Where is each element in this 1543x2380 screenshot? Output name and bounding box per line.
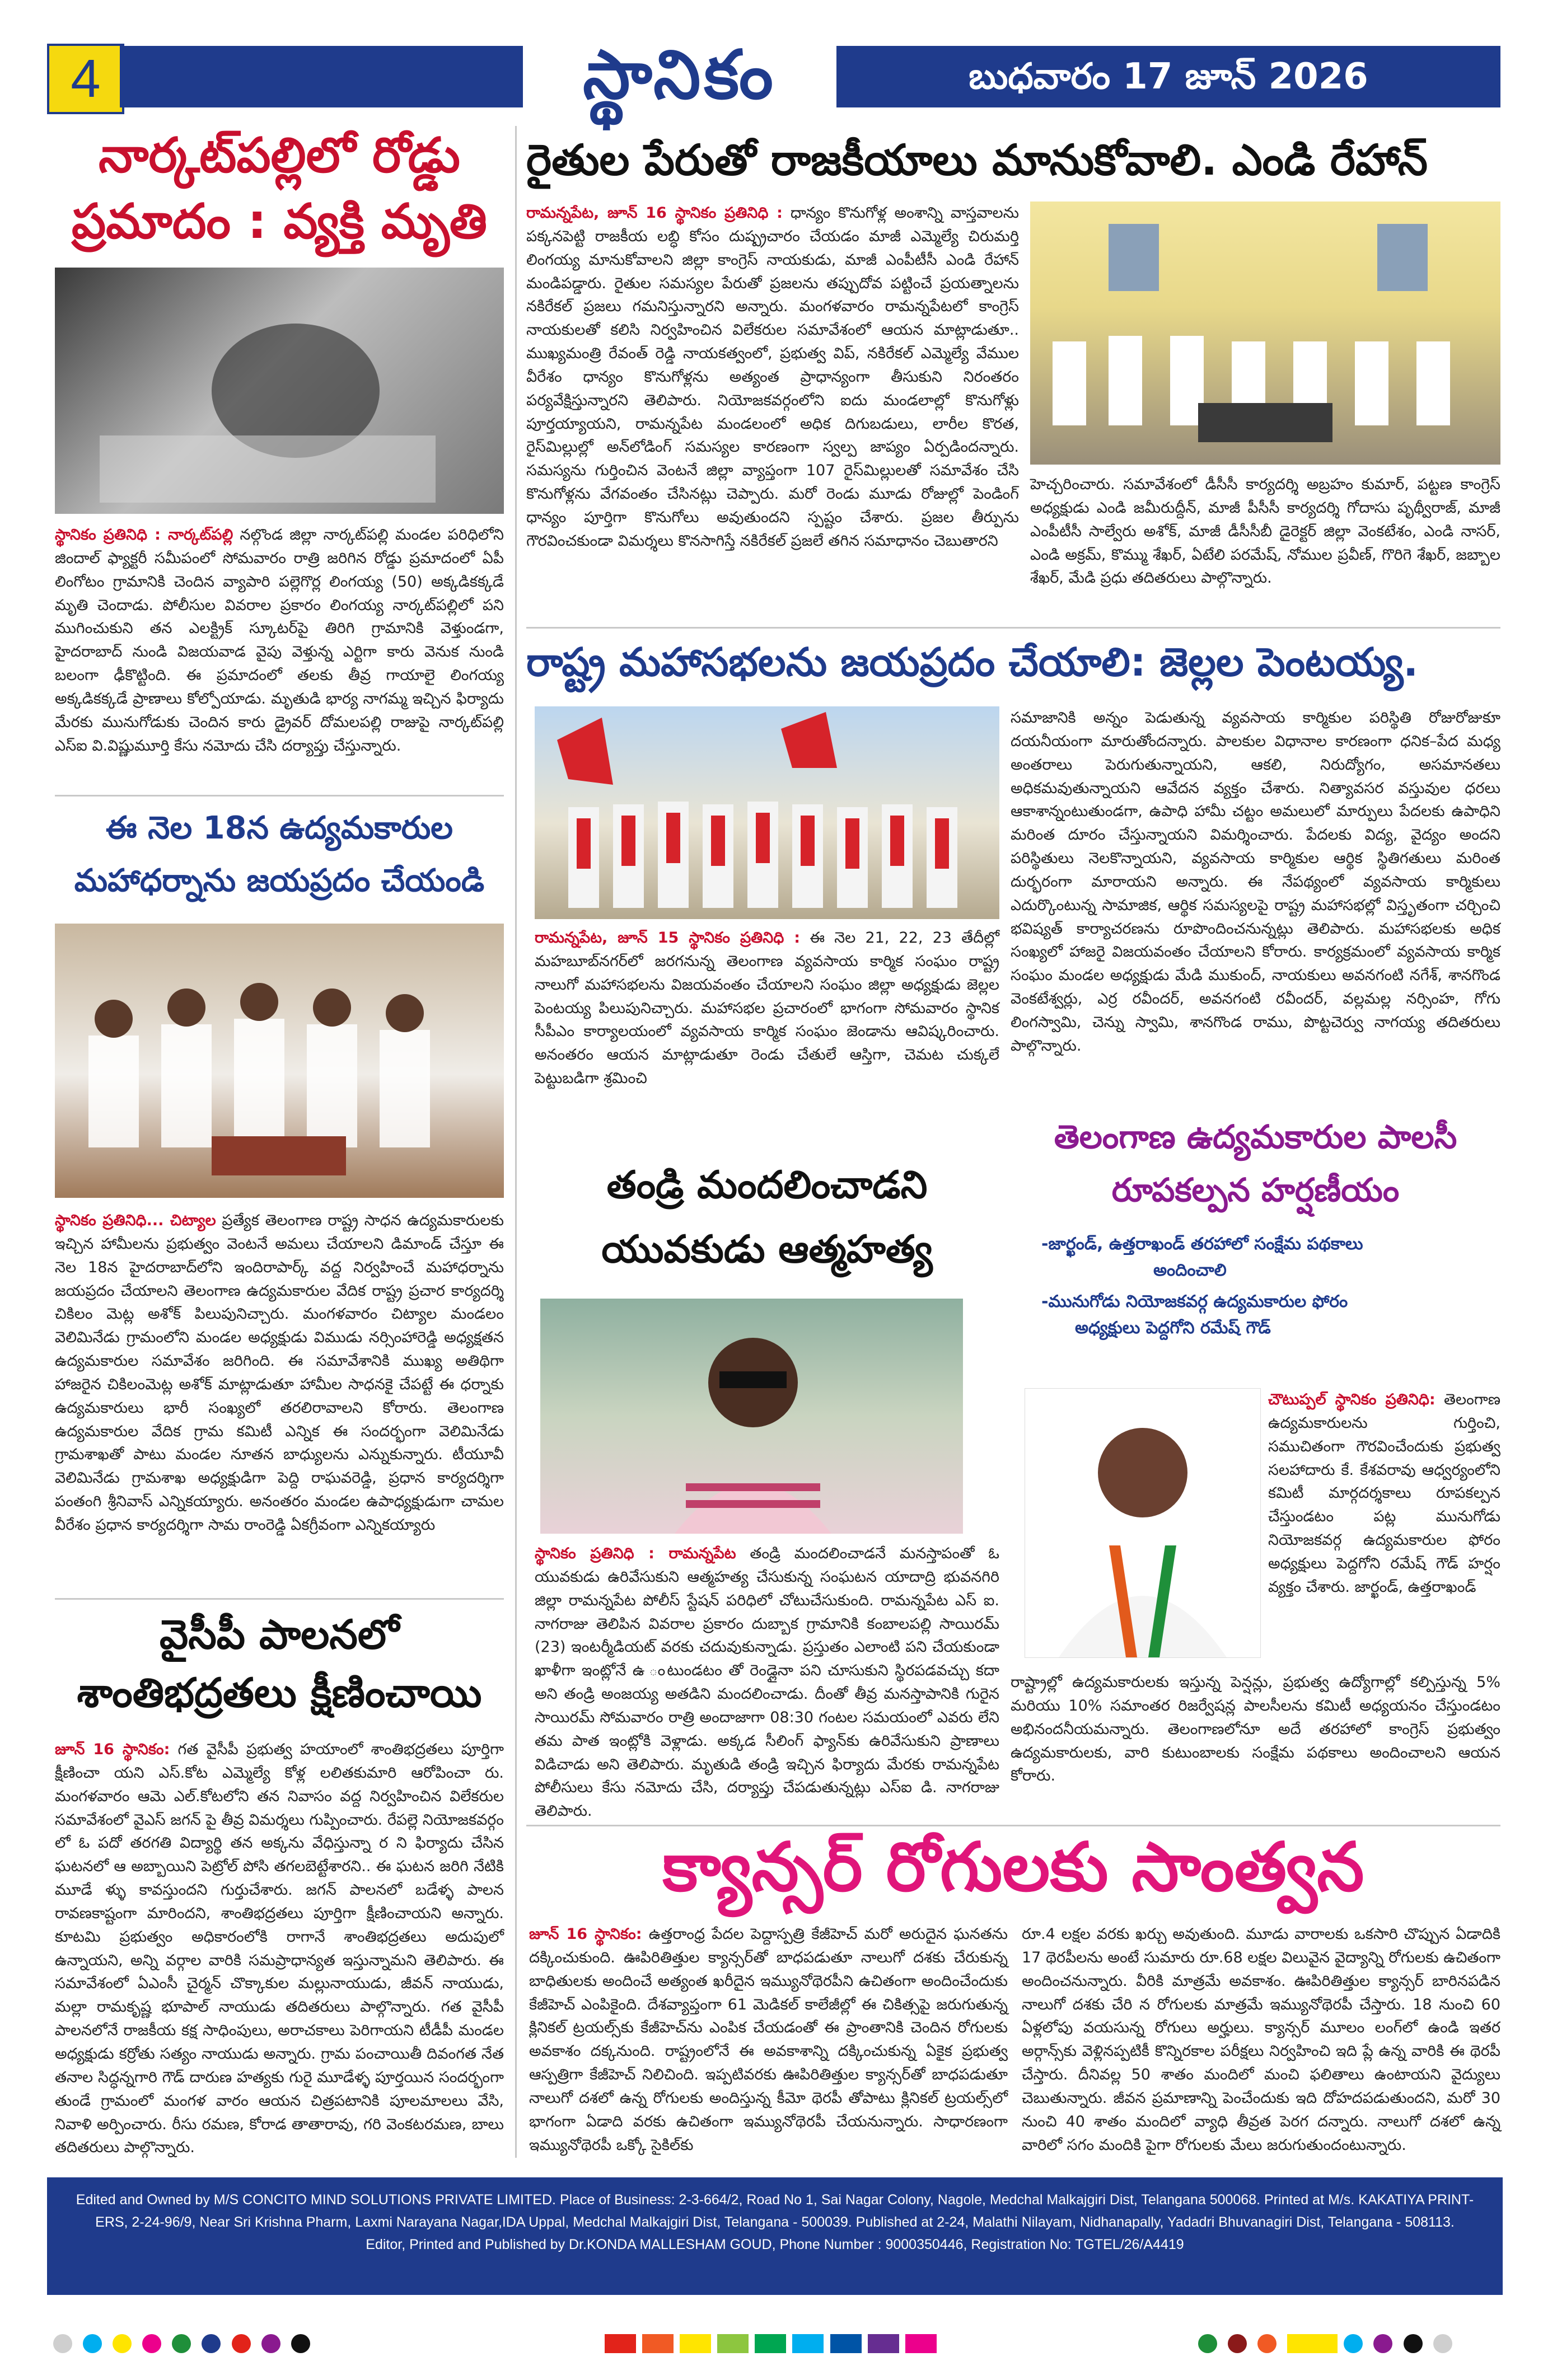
article5-headline: రాష్ట్ర మహాసభలను జయప్రదం చేయాలి: జెల్లల పెంటయ్య. [526,639,1419,685]
article3-body [55,1738,504,2159]
article6-headline-line1: తండ్రి మందలించాడని [606,1163,928,1207]
registration-dot [113,2334,132,2353]
article8-body-col1 [529,1923,1008,2157]
masthead-date: బుధవారం 17 జూన్ 2026 [836,46,1500,107]
registration-bar [680,2334,711,2353]
article4-body-col2: హెచ్చరించారు. సమావేశంలో డీసీసీ కార్యదర్శి అబ్రహం కుమార్, పట్టణ కాంగ్రెస్ అధ్యక్షుడు ఎండి జమీరుద్దీన్, మాజీ పీసీసీ కార్యదర్శి గోదాసు పృథ్వీరాజ్, మాజీ ఎంపీటీసీ సాల్వేరు అశోక్, మాజీ డీసీసీబీ డైరెక్టర్ జిల్లా వెంకటేశం, ఎండి నాసర్, ఎండి అక్రమ్, కొమ్ము శేఖర్, ఏటేలి పరమేష్, నోముల ప్రవీణ్, గొరిగె శేఖర్, జబ్బాల శేఖర్, మేడి ప్రధు తదితరులు పాల్గొన్నారు. [1030,476,1500,587]
article2-body [55,1209,504,1537]
column-divider [515,126,517,2158]
registration-bar [605,2334,636,2353]
article1-headline-line2: ప్రమాదం : వ్యక్తి మృతి [71,193,488,250]
article2-headline-line2: మహాధర్నాను జయప్రదం చేయండి [74,863,485,899]
imprint-line3: Editor, Printed and Published by Dr.KONDA MALLESHAM GOUD, Phone Number : 9000350446, Registration No: TGTEL/26/A4419 [366,2237,1184,2252]
registration-marks-left [53,2334,318,2356]
article6-body [535,1542,999,1823]
registration-dot [202,2334,221,2353]
registration-dot [1198,2334,1217,2353]
article5-body-col1 [535,926,999,1090]
article8-byline: జూన్ 16 స్థానికం: [529,1925,642,1943]
article6-byline: స్థానికం ప్రతినిధి : రామన్నపేట [535,1545,736,1562]
registration-dot [1433,2334,1452,2353]
registration-dot [142,2334,161,2353]
imprint-line1: Edited and Owned by M/S CONCITO MIND SOLUTIONS PRIVATE LIMITED. Place of Business: 2-3-664/2, Road No 1, Sai Nagar Colony, Nagole, Medchal Malkajgiri Dist, Telangana 500068. Printed at M/s. KAKATIYA PRINT- [76,2192,1474,2208]
registration-dot [53,2334,72,2353]
article1-text: నల్గొండ జిల్లా నార్కట్‌పల్లి మండల పరిధిలోని జిందాల్ ఫ్యాక్టరీ సమీపంలో సోమవారం రాత్రి జరిగిన రోడ్డు ప్రమాదంలో ఏపీ లింగోటం గ్రామానికి చెందిన వ్యాపారి పల్లెగొర్ల లింగయ్య (50) అక్కడికక్కడే మృతి చెందాడు. పోలీసుల వివరాల ప్రకారం లింగయ్య నార్కట్‌పల్లిలో పని ముగించుకుని తన ఎలక్ట్రిక్ స్కూటర్‌పై తిరిగి గ్రామానికి వెళ్తుండగా, హైదరాబాద్ నుండి విజయవాడ వైపు వెళ్తున్న ఎర్టిగా కారు వెనుక నుండి బలంగా ఢీకొట్టింది. ఈ ప్రమాదంలో తలకు తీవ్ర గాయాలై లింగయ్య అక్కడికక్కడే ప్రాణాలు కోల్పోయాడు. మృతుడి భార్య నాగమ్మ ఇచ్చిన ఫిర్యాదు మేరకు మునుగోడుకు చెందిన కారు డ్రైవర్ దోమలపల్లి రాజుపై నార్కట్‌పల్లి ఎస్ఐ వి.విష్ణుమూర్తి కేసు నమోదు చేసి దర్యాప్తు చేస్తున్నారు. [55,526,504,755]
article1-headline-line1: నార్కట్‌పల్లిలో రోడ్డు [99,128,460,184]
registration-dot [1257,2334,1277,2353]
registration-dot [232,2334,251,2353]
article1-byline: స్థానికం ప్రతినిధి : నార్కట్‌పల్లి [55,526,233,544]
registration-dot [261,2334,280,2353]
divider [526,627,1500,629]
registration-bar [717,2334,749,2353]
registration-dot [1404,2334,1423,2353]
imprint-footer [47,2177,1503,2295]
registration-dot [1373,2334,1392,2353]
article7-byline: చౌటుప్పల్ స్థానికం ప్రతినిధి: [1268,1391,1436,1408]
imprint-line2: ERS, 2-24-96/9, Near Sri Krishna Pharm, Laxmi Narayana Nagar,IDA Uppal, Medchal Malkajgiri Dist, Telangana - 500039. Published at 2-24, Malathi Nilayam, Nidhanapally, Yadadri Bhuvanagiri Dist, Telangana - 508113. [95,2214,1455,2230]
registration-dot [172,2334,191,2353]
article3-byline: జూన్ 16 స్థానికం: [55,1741,170,1758]
registration-bars-center [605,2334,940,2356]
accident-victim-photo-icon [55,268,504,514]
article7-photo [1025,1388,1261,1658]
article7-sub2-line2: అధ్యక్షులు పెద్దగోని రమేష్ గౌడ్ [1075,1318,1271,1338]
article4-byline: రామన్నపేట, జూన్ 16 స్థానికం ప్రతినిధి : [526,204,783,222]
article2-text: ప్రత్యేక తెలంగాణ రాష్ట్ర సాధన ఉద్యమకారులకు ఇచ్చిన హామీలను ప్రభుత్వం వెంటనే అమలు చేయాలని డిమాండ్ చేస్తూ ఈ నెల 18న హైదరాబాద్‌లోని ఇందిరాపార్క్ వద్ద నిర్వహించే మహాధర్నాను జయప్రదం చేయాలని తెలంగాణ ఉద్యమకారుల వేదిక రాష్ట్ర ప్రచార కార్యదర్శి చికిలం మెట్ల అశోక్ పిలుపునిచ్చారు. మంగళవారం చిట్యాల మండలం వెలిమినేడు గ్రామంలోని మండల అధ్యక్షుడు విముడు నర్సింహారెడ్డి అధ్యక్షతన ఉద్యమకారుల సమావేశం జరిగింది. ఈ సమావేశానికి ముఖ్య అతిథిగా హాజరైన చికిలంమెట్ల అశోక్ మాట్లాడుతూ హామీల సాధనకై చేపట్టే ఈ ధర్నాకు ఉద్యమకారులు భారీ సంఖ్యలో తరలిరావాలని కోరారు. తెలంగాణ ఉద్యమకారుల వేదిక గ్రామ కమిటీ ఎన్నిక ఈ సందర్భంగా వెలిమినేడు గ్రామశాఖతో పాటు మండల నూతన బాధ్యులను ఎన్నుకున్నారు. టీయూవీ వెలిమినేడు గ్రామశాఖ అధ్యక్షుడిగా పెద్ది రాఘవరెడ్డి, ప్రధాన కార్యదర్శిగా పంతంగి శ్రీనివాస్ ఎన్నికయ్యారు. అనంతరం మండల ఉపాధ్యక్షుడుగా చామల వీరేశం ప్రధాన కార్యదర్శిగా సామ రాంరెడ్డి ఏకగ్రీవంగా ఎన్నికయ్యారు [55,1212,504,1534]
article4-body-col1 [526,202,1019,553]
article8-headline: క్యాన్సర్ రోగులకు సాంత్వన [662,1829,1364,1906]
article2-photo [55,924,504,1198]
article7-subheads [1041,1231,1489,1341]
article5-body-col2: సమాజానికి అన్నం పెడుతున్న వ్యవసాయ కార్మికుల పరిస్థితి రోజురోజుకూ దయనీయంగా మారుతోందన్నారు. పాలకుల విధానాల కారణంగా ధనిక–పేద మధ్య అంతరాలు పెరుగుతున్నాయని, ఆకలి, నిరుద్యోగం, అసమానతలు అధికమవుతున్నాయని ఆవేదన వ్యక్తం చేశారు. నిత్యావసర వస్తువుల ధరలు ఆకాశాన్నంటుతుండగా, ఉపాధి హామీ చట్టం అమలులో మార్పులు పేదలకు ఉపాధిని మరింత దూరం చేస్తున్నాయని విమర్శించారు. పేదలకు విద్య, వైద్యం అందని పరిస్థితులు నెలకొన్నాయని, వ్యవసాయ కార్మికుల ఆర్థిక స్థితిగతులు మరింత దుర్భరంగా మారాయని అన్నారు. ఈ నేపథ్యంలో వ్యవసాయ కార్మికులు ఎదుర్కొంటున్న సామాజిక, ఆర్థిక సమస్యలపై రాష్ట్ర మహాసభల్లో విస్తృతంగా చర్చించి భవిష్యత్ కార్యాచరణను రూపొందించనున్నట్లు తెలిపారు. మహాసభలకు అధిక సంఖ్యలో హాజరై విజయవంతం చేయాలని కోరారు. కార్యక్రమంలో వ్యవసాయ కార్మిక సంఘం మండల అధ్యక్షుడు మేడి ముకుంద్, నాయకులు అవనగంటి నగేశ్, శానగొండ వెంకటేశ్వర్లు, ఎర్ర రవీందర్, అవనగంటి రవీందర్, వల్లమల్ల నర్సింహ, గోగు లింగస్వామి, చెన్ను స్వామి, శానగొండ రాము, పొట్టచెర్వు నాగయ్య తదితరులు పాల్గొన్నారు. [1011,709,1500,1055]
registration-bar [792,2334,824,2353]
article3-text: గత వైసీపీ ప్రభుత్వ హయాంలో శాంతిభద్రతలు పూర్తిగా క్షీణించా యని ఎస్.కోట ఎమ్మెల్యే కోళ్ల లలితకుమారి ఆరోపించా రు. మంగళవారం ఆమె ఎల్.కోటలోని తన నివాసం వద్ద నిర్వహించిన విలేకరుల సమావేశంలో వైఎస్ జగన్ పై తీవ్ర విమర్శలు గుప్పించారు. రేపల్లె నియోజకవర్గం లో ఓ పదో తరగతి విద్యార్థి తన అక్కను వేధిస్తున్నా ర ని ఫిర్యాదు చేసిన ఘటనలో ఆ అబ్బాయిని పెట్రోల్ పోసి తగలబెట్టేశారని.. ఈ ఘటన జరిగి నేటికి మూడే ళ్ళు కావస్తుందని గుర్తుచేశారు. జగన్ పాలనలో బడేళ్ళ పాలన రావణకాష్టంగా మారిందని, శాంతిభద్రతలు పూర్తిగా క్షీణించాయని అన్నారు. కూటమి ప్రభుత్వం అధికారంలోకి రాగానే శాంతిభద్రతలు అదుపులో ఉన్నాయని, అన్ని వర్గాల వారికి సమప్రాధాన్యత ఇస్తున్నామని తెలిపారు. ఈ సమావేశంలో ఏఎంసీ చైర్మన్ చొక్కాకుల మల్లునాయుడు, జీవన్ నాయుడు, మల్లా రామకృష్ణ భూపాల్ నాయుడు తదితరులు పాల్గొన్నారు. గత వైసీపీ పాలనలోనే రాజకీయ కక్ష సాధింపులు, అరాచకాలు పెరిగాయని టీడీపీ మండల అధ్యక్షుడు కర్రోతు సత్యం నాయుడు అన్నారు. గ్రామ పంచాయితీ దివంగత నేత తనాల సిద్ధన్నగారి గౌడ్ దారుణ హత్యకు గురై మూడేళ్ళ పూర్తయిన సందర్భంగా తుండే గ్రామంలో మంగళ వారం ఆయన చిత్రపటానికి పూలమాలలు వేసి, నివాళి అర్పించారు. రీసు రమణ, కోరాడ తాతారావు, గరి వెంకటరమణ, బాలు తదితరులు పాల్గొన్నారు. [55,1741,504,2157]
article8-text-col1: ఉత్తరాంధ్ర పేదల పెద్దాస్పత్రి కేజీహెచ్ మరో అరుదైన ఘనతను దక్కించుకుంది. ఊపిరితిత్తుల క్యాన్సర్‌తో బాధపడుతూ నాలుగో దశకు చేరుకున్న బాధితులకు అందించే అత్యంత ఖరీదైన ఇమ్యునోథెరపీని ఉచితంగా అందించేందుకు కేజీహెచ్ ఎంపికైంది. దేశవ్యాప్తంగా 61 మెడికల్ కాలేజీల్లో ఈ చికిత్సపై జరుగుతున్న క్లినికల్ ట్రయల్స్‌కు కేజీహెచ్‌ను ఎంపిక చేయడంతో ఈ ప్రాంతానికి చెందిన రోగులకు అవకాశం దక్కనుంది. రాష్ట్రంలోనే ఈ అవకాశాన్ని దక్కించుకున్న ఏకైక ప్రభుత్వ ఆస్పత్రిగా కేజీహెచ్ నిలిచింది. ఇప్పటివరకు ఊపిరితిత్తుల క్యాన్సర్‌తో బాధపడుతూ నాలుగో దశలో ఉన్న రోగులకు అందిస్తున్న కీమో థెరపీ తోపాటు క్లినికల్ ట్రయల్స్‌లో భాగంగా ఏడాది వరకు ఉచితంగా ఇమ్యునోథెరపీ చేయనున్నారు. సాధారణంగా ఇమ్యునోథెరపీ ఒక్కో సైకిల్‌కు [529,1925,1008,2154]
article5-byline: రామన్నపేట, జూన్ 15 స్థానికం ప్రతినిధి : [535,929,801,947]
article7-text-side: తెలంగాణ ఉద్యమకారులను గుర్తించి, సముచితంగా గౌరవించేందుకు ప్రభుత్వ సలహాదారు కే. కేశవరావు ఆధ్వర్యంలోని కమిటీ మార్గదర్శకాలు రూపకల్పన చేస్తుండటం పట్ల మునుగోడు నియోజకవర్గ ఉద్యమకారుల ఫోరం అధ్యక్షులు పెద్దగోని రమేష్ గౌడ్ హర్షం వ్యక్తం చేశారు. జార్ఖండ్, ఉత్తరాఖండ్ [1268,1391,1500,1596]
masthead-band-left [120,46,523,107]
article2-headline-line1: ఈ నెల 18న ఉద్యమకారుల [106,810,453,846]
article5-text-col1: ఈ నెల 21, 22, 23 తేదీల్లో మహబూబ్‌నగర్‌లో జరగనున్న తెలంగాణ వ్యవసాయ కార్మిక సంఘం రాష్ట్ర నాలుగో మహాసభలను విజయవంతం చేయాలని సంఘం జిల్లా అధ్యక్షుడు జెల్లల పెంటయ్య పిలుపునిచ్చారు. మహాసభల ప్రచారంలో భాగంగా సోమవారం స్థానిక సీపీఎం కార్యాలయంలో వ్యవసాయ కార్మిక సంఘం జెండాను ఆవిష్కరించారు. అనంతరం ఆయన మాట్లాడుతూ రెండు చేతులే ఆస్తిగా, చెమట చుక్కలే పెట్టుబడిగా శ్రమించి [535,929,999,1088]
article8-body-col2: రూ.4 లక్షల వరకు ఖర్చు అవుతుంది. మూడు వారాలకు ఒకసారి చొప్పున ఏడాదికి 17 థెరపీలను అంటే సుమారు రూ.68 లక్షల విలువైన వైద్యాన్ని రోగులకు ఉచితంగా అందించనున్నారు. వీరికి మాత్రమే అవకాశం. ఊపిరితిత్తుల క్యాన్సర్ బారినపడిన నాలుగో దశకు చేరి న రోగులకు మాత్రమే ఇమ్యునోథెరపీ చేస్తారు. 18 నుంచి 60 ఏళ్లలోపు వయసున్న రోగులు అర్హులు. క్యాన్సర్ మూలం లంగ్‌లో ఉండి ఇతర అర్గాన్స్‌కు వెళ్లినప్పటికీ కొన్నిరకాల పరీక్షలు నిర్వహించి ఇది ప్లే ఉన్న వారికి ఈ థెరపీ చేస్తారు. దీనివల్ల 50 శాతం మందిలో మంచి ఫలితాలు ఉంటాయని వైద్యులు చెబుతున్నారు. జీవన ప్రమాణాన్ని పెంచేందుకు ఇది దోహదపడుతుందని, మరో 30 నుంచి 40 శాతం మందిలో వ్యాధి తీవ్రత పెరగ దన్నారు. నాలుగో దశలో ఉన్న వారిలో సగం మందికి పైగా రోగులకు మేలు జరుగుతుందంటున్నారు. [1022,1925,1500,2154]
registration-marks-right [1198,2334,1460,2356]
registration-bar [1287,2334,1338,2353]
union-flag-hoisting-photo-icon [535,706,999,919]
meeting-hall-photo-icon [1030,202,1500,465]
article6-headline [535,1161,999,1273]
divider [55,1598,504,1600]
ramesh-goud-portrait-icon [1025,1389,1260,1657]
article2-headline [47,809,512,901]
page-number: 4 [47,44,124,114]
article6-text: తండ్రి మందలించాడనే మనస్తాపంతో ఓ యువకుడు ఉరివేసుకుని ఆత్మహత్య చేసుకున్న సంఘటన యాదాద్రి భువనగిరి జిల్లా రామన్నపేట పోలీస్ స్టేషన్ పరిధిలో చోటుచేసుకుంది. రామన్నపేట ఎస్ ఐ. నాగరాజు తెలిపిన వివరాల ప్రకారం దుబ్బాక గ్రామానికి కంబాలపల్లి సాయిరమ్ (23) ఇంటర్మీడియట్ వరకు చదువుకున్నాడు. ప్రస్తుతం ఎలాంటి పని చేయకుండా ఖాళీగా ఇంట్లోనే ఉ ంటుండటం తో రెండ్లైనా పని చూసుకుని స్థిరపడవచ్చు కదా అని తండ్రి అంజయ్య అతడిని మందలించాడు. దీంతో తీవ్ర మనస్తాపానికి గురైన సాయిరమ్ సోమవారం రాత్రి అందాజాగా 08:30 గంటల సమయంలో ఎవరు లేని తమ పాత ఇంట్లోకి వెళ్లాడు. అక్కడ సీలింగ్ ఫ్యాన్‌కు ఉరివేసుకుని ప్రాణాలు విడిచాడు అని తెలిపారు. మృతుడి తండ్రి ఇచ్చిన ఫిర్యాదు మేరకు రామన్నపేట పోలీసులు కేసు నమోదు చేసి, దర్యాప్తు చేపడుతున్నట్లు ఎస్ఐ డి. నాగరాజు తెలిపారు. [535,1545,1000,1820]
registration-bar [868,2334,899,2353]
registration-dot [1228,2334,1247,2353]
newspaper-logo: స్థానికం [583,36,777,114]
article7-headline-line2: రూపకల్పన హర్షణీయం [1111,1170,1400,1209]
article3-headline-line1: వైసీపీ పాలనలో [160,1611,399,1658]
article7-sub2-line1: -మునుగోడు నియోజకవర్గ ఉద్యమకారుల ఫోరం [1041,1292,1348,1311]
registration-dot [1344,2334,1363,2353]
article4-photo [1030,202,1500,465]
article7-headline [1011,1117,1500,1210]
article1-headline [47,126,512,252]
divider [55,795,504,797]
young-man-portrait-photo-icon [540,1299,963,1534]
article6-photo [540,1299,963,1534]
registration-dot [83,2334,102,2353]
article3-headline [47,1609,512,1718]
article5-photo [535,706,999,919]
registration-bar [755,2334,786,2353]
registration-dot [291,2334,310,2353]
registration-bar [642,2334,674,2353]
article3-headline-line2: శాంతిభద్రతలు క్షీణించాయి [77,1669,482,1716]
article7-sub1-line1: -జార్ఖండ్, ఉత్తరాఖండ్ తరహాలో సంక్షేమ పథకాలు [1041,1234,1363,1254]
article1-photo [55,268,504,514]
article7-body-side [1268,1388,1500,1599]
article7-headline-line1: తెలంగాణ ఉద్యమకారుల పాలసీ [1054,1118,1457,1156]
registration-bar [830,2334,862,2353]
article7-body-full: రాష్ట్రాల్లో ఉద్యమకారులకు ఇస్తున్న పెన్షన్లు, ప్రభుత్వ ఉద్యోగాల్లో కల్పిస్తున్న 5% మరియు 10% సమాంతర రిజర్వేషన్ల పాలసీలను కమిటీ అధ్యయనం చేస్తుండటం అభినందనీయమన్నారు. తెలంగాణలోనూ అదే తరహాలో కాంగ్రెస్ ప్రభుత్వం ఉద్యమకారులకు, వారి కుటుంబాలకు సంక్షేమ పథకాలు అందించాలని ఆయన కోరారు. [1011,1674,1500,1785]
article7-sub1-line2: అందించాలి [1153,1260,1227,1280]
article2-byline: స్థానికం ప్రతినిధి... చిట్యాల [55,1212,216,1229]
registration-bar [905,2334,937,2353]
article6-headline-line2: యువకుడు ఆత్మహత్య [601,1228,933,1272]
article4-headline: రైతుల పేరుతో రాజకీయాలు మానుకోవాలి. ఎండి రేహాన్ [526,135,1428,185]
article1-body [55,523,504,757]
article4-text-col1: ధాన్యం కొనుగోళ్ల అంశాన్ని వాస్తవాలను పక్కనపెట్టి రాజకీయ లబ్ధి కోసం దుష్ప్రచారం చేయడం మాజీ ఎమ్మెల్యే చిరుమర్తి లింగయ్య మానుకోవాలని జిల్లా కాంగ్రెస్ నాయకుడు, మాజీ ఎంపీటీసీ ఎండి రేహాన్ మండిపడ్డారు. రైతుల సమస్యల పేరుతో ప్రజలను తప్పుదోవ పట్టించే ప్రయత్నాలను నకిరేకల్ ప్రజలు గమనిస్తున్నారని అన్నారు. మంగళవారం రామన్నపేటలో కాంగ్రెస్ నాయకులతో కలిసి నిర్వహించిన విలేకరుల సమావేశంలో ఆయన మాట్లాడుతూ.. ముఖ్యమంత్రి రేవంత్ రెడ్డి నాయకత్వంలో, ప్రభుత్వ విప్, నకిరేకల్ ఎమ్మెల్యే వేముల వీరేశం ధాన్యం కొనుగోళ్లను అత్యంత ప్రాధాన్యంగా తీసుకుని నిరంతరం పర్యవేక్షిస్తున్నారని తెలిపారు. నియోజకవర్గంలోని ఐదు మండలాల్లో కొనుగోళ్లు పూర్తయ్యాయని, రామన్నపేట మండలంలో అధిక దిగుబడులు, లారీల కొరత, రైస్‌మిల్లుల్లో అన్‌లోడింగ్ సమస్యల కారణంగా స్వల్ప జాప్యం ఏర్పడిందన్నారు. సమస్యను గుర్తించిన వెంటనే జిల్లా వ్యాప్తంగా 107 రైస్‌మిల్లులతో సమావేశం చేసి కొనుగోళ్లను వేగవంతం చేసినట్లు చెప్పారు. మరో రెండు మూడు రోజుల్లో పెండింగ్ ధాన్యం పూర్తిగా కొనుగోలు అవుతుందని స్పష్టం చేశారు. ప్రజల తీర్పును గౌరవించకుండా విమర్శలు కొనసాగిస్తే నకిరేకల్ ప్రజలే తగిన సమాధానం చెబుతారని [526,204,1019,550]
group-meeting-photo-icon [55,924,504,1198]
